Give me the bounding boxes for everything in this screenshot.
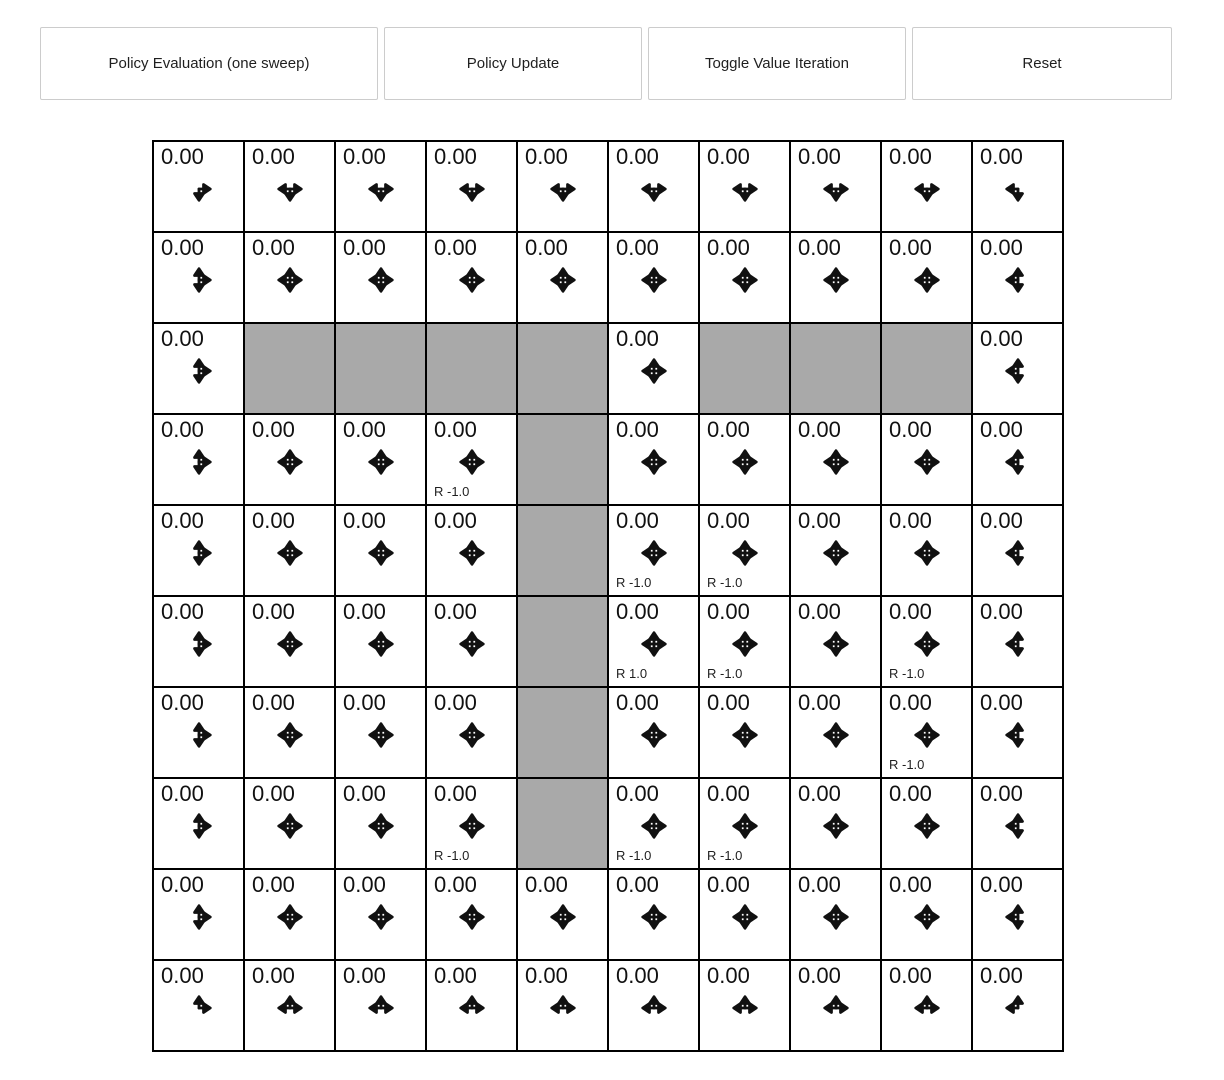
policy-arrows-icon [732, 631, 758, 657]
grid-cell [972, 687, 1063, 778]
policy-arrows-icon [1005, 722, 1031, 748]
grid-cell [972, 141, 1063, 232]
grid-cell [881, 778, 972, 869]
policy-arrows-icon [641, 813, 667, 839]
policy-evaluation-button[interactable]: Policy Evaluation (one sweep) [40, 27, 378, 100]
grid-cell [608, 960, 699, 1051]
policy-arrows-icon [823, 176, 849, 202]
policy-arrows-icon [277, 813, 303, 839]
state-value: 0.00 [980, 690, 1023, 715]
grid-cell [881, 414, 972, 505]
policy-arrows-icon [732, 449, 758, 475]
grid-cell [244, 960, 335, 1051]
policy-arrows-icon [459, 449, 485, 475]
policy-arrows-icon [732, 540, 758, 566]
wall-cell [244, 323, 335, 414]
grid-cell [426, 687, 517, 778]
state-value: 0.00 [252, 417, 295, 442]
grid-cell [881, 960, 972, 1051]
state-value: 0.00 [434, 144, 477, 169]
grid-cell [608, 232, 699, 323]
state-value: 0.00 [616, 963, 659, 988]
grid-cell [790, 505, 881, 596]
grid-cell [153, 141, 244, 232]
policy-arrows-icon [277, 904, 303, 930]
grid-cell [608, 414, 699, 505]
state-value: 0.00 [798, 872, 841, 897]
policy-arrows-icon [277, 267, 303, 293]
grid-cell [335, 414, 426, 505]
policy-arrows-icon [914, 267, 940, 293]
state-value: 0.00 [889, 144, 932, 169]
grid-cell [426, 232, 517, 323]
policy-arrows-icon [1005, 540, 1031, 566]
state-value: 0.00 [798, 690, 841, 715]
policy-arrows-icon [277, 631, 303, 657]
grid-cell [426, 141, 517, 232]
policy-arrows-icon [914, 904, 940, 930]
policy-arrows-icon [277, 176, 303, 202]
state-value: 0.00 [889, 417, 932, 442]
policy-arrows-icon [1005, 904, 1031, 930]
grid-cell [517, 869, 608, 960]
policy-arrows-icon [277, 540, 303, 566]
state-value: 0.00 [798, 599, 841, 624]
policy-arrows-icon [641, 904, 667, 930]
gridworld [152, 140, 1064, 1052]
policy-arrows-icon [186, 540, 212, 566]
state-value: 0.00 [798, 144, 841, 169]
policy-update-button[interactable]: Policy Update [384, 27, 642, 100]
policy-arrows-icon [914, 631, 940, 657]
state-value: 0.00 [707, 235, 750, 260]
policy-arrows-icon [1005, 358, 1031, 384]
policy-arrows-icon [368, 449, 394, 475]
state-value: 0.00 [889, 690, 932, 715]
grid-cell [244, 687, 335, 778]
grid-cell [608, 869, 699, 960]
grid-cell [335, 687, 426, 778]
grid-cell [244, 141, 335, 232]
policy-arrows-icon [277, 995, 303, 1021]
policy-arrows-icon [1005, 449, 1031, 475]
state-value: 0.00 [161, 963, 204, 988]
toolbar [40, 27, 1172, 100]
policy-arrows-icon [459, 631, 485, 657]
state-value: 0.00 [161, 235, 204, 260]
grid-cell [608, 778, 699, 869]
grid-cell [608, 141, 699, 232]
state-value: 0.00 [616, 599, 659, 624]
grid-cell [153, 323, 244, 414]
policy-arrows-icon [732, 995, 758, 1021]
state-value: 0.00 [707, 144, 750, 169]
state-value: 0.00 [798, 235, 841, 260]
policy-arrows-icon [732, 176, 758, 202]
grid-cell [881, 232, 972, 323]
policy-arrows-icon [914, 813, 940, 839]
policy-arrows-icon [732, 813, 758, 839]
grid-cell [153, 869, 244, 960]
state-value: 0.00 [343, 144, 386, 169]
wall-cell [517, 323, 608, 414]
state-value: 0.00 [434, 781, 477, 806]
grid-cell [153, 232, 244, 323]
wall-cell [517, 596, 608, 687]
toggle-value-iteration-button[interactable]: Toggle Value Iteration [648, 27, 906, 100]
state-value: 0.00 [252, 690, 295, 715]
policy-arrows-icon [823, 722, 849, 748]
state-value: 0.00 [252, 144, 295, 169]
grid-cell [517, 960, 608, 1051]
policy-arrows-icon [914, 722, 940, 748]
reward-label: R -1.0 [707, 848, 743, 863]
policy-arrows-icon [641, 995, 667, 1021]
policy-arrows-icon [1005, 631, 1031, 657]
grid-cell [790, 141, 881, 232]
grid-cell [335, 778, 426, 869]
state-value: 0.00 [343, 235, 386, 260]
state-value: 0.00 [980, 508, 1023, 533]
policy-arrows-icon [550, 995, 576, 1021]
policy-arrows-icon [550, 904, 576, 930]
reward-label: R -1.0 [707, 666, 743, 681]
policy-arrows-icon [186, 995, 212, 1021]
policy-arrows-icon [641, 631, 667, 657]
grid-cell [153, 778, 244, 869]
policy-arrows-icon [368, 176, 394, 202]
policy-arrows-icon [368, 904, 394, 930]
grid-cell [244, 505, 335, 596]
state-value: 0.00 [980, 872, 1023, 897]
grid-cell [972, 414, 1063, 505]
reward-label: R -1.0 [616, 848, 652, 863]
state-value: 0.00 [616, 326, 659, 351]
grid-cell [972, 505, 1063, 596]
grid-cell [790, 869, 881, 960]
grid-cell [881, 687, 972, 778]
policy-arrows-icon [459, 722, 485, 748]
policy-arrows-icon [732, 722, 758, 748]
reward-label: R -1.0 [889, 666, 925, 681]
reset-button[interactable]: Reset [912, 27, 1172, 100]
grid-cell [972, 778, 1063, 869]
state-value: 0.00 [616, 144, 659, 169]
policy-arrows-icon [550, 267, 576, 293]
reward-label: R -1.0 [889, 757, 925, 772]
policy-arrows-icon [459, 813, 485, 839]
policy-arrows-icon [186, 449, 212, 475]
state-value: 0.00 [343, 690, 386, 715]
state-value: 0.00 [980, 417, 1023, 442]
wall-cell [426, 323, 517, 414]
policy-arrows-icon [914, 449, 940, 475]
state-value: 0.00 [980, 781, 1023, 806]
state-value: 0.00 [798, 963, 841, 988]
grid-cell [699, 141, 790, 232]
state-value: 0.00 [980, 326, 1023, 351]
state-value: 0.00 [980, 235, 1023, 260]
state-value: 0.00 [161, 508, 204, 533]
grid-cell [699, 960, 790, 1051]
policy-arrows-icon [641, 176, 667, 202]
policy-arrows-icon [368, 631, 394, 657]
policy-arrows-icon [368, 813, 394, 839]
policy-arrows-icon [186, 722, 212, 748]
grid-cell [426, 505, 517, 596]
state-value: 0.00 [889, 872, 932, 897]
policy-arrows-icon [368, 540, 394, 566]
state-value: 0.00 [707, 417, 750, 442]
grid-cell [517, 141, 608, 232]
grid-cell [153, 960, 244, 1051]
grid-cell [608, 687, 699, 778]
grid-cell [426, 414, 517, 505]
wall-cell [517, 687, 608, 778]
grid-cell [244, 596, 335, 687]
policy-arrows-icon [459, 904, 485, 930]
state-value: 0.00 [525, 872, 568, 897]
state-value: 0.00 [707, 599, 750, 624]
grid-cell [335, 960, 426, 1051]
grid-cell [972, 869, 1063, 960]
grid-cell [608, 596, 699, 687]
policy-arrows-icon [459, 540, 485, 566]
grid-cell [244, 869, 335, 960]
state-value: 0.00 [980, 599, 1023, 624]
state-value: 0.00 [798, 417, 841, 442]
policy-arrows-icon [186, 813, 212, 839]
policy-arrows-icon [914, 176, 940, 202]
policy-arrows-icon [914, 540, 940, 566]
state-value: 0.00 [161, 781, 204, 806]
state-value: 0.00 [980, 963, 1023, 988]
grid-cell [426, 596, 517, 687]
policy-arrows-icon [823, 813, 849, 839]
state-value: 0.00 [616, 690, 659, 715]
policy-arrows-icon [1005, 267, 1031, 293]
policy-arrows-icon [1005, 813, 1031, 839]
grid-cell [244, 232, 335, 323]
state-value: 0.00 [343, 508, 386, 533]
grid-cell [881, 505, 972, 596]
state-value: 0.00 [161, 326, 204, 351]
state-value: 0.00 [434, 599, 477, 624]
grid-cell [790, 596, 881, 687]
grid-cell [153, 596, 244, 687]
policy-arrows-icon [1005, 995, 1031, 1021]
grid-cell [244, 778, 335, 869]
policy-arrows-icon [459, 267, 485, 293]
policy-arrows-icon [277, 722, 303, 748]
wall-cell [881, 323, 972, 414]
grid-cell [972, 960, 1063, 1051]
policy-arrows-icon [186, 176, 212, 202]
state-value: 0.00 [707, 781, 750, 806]
state-value: 0.00 [434, 508, 477, 533]
grid-cell [699, 414, 790, 505]
state-value: 0.00 [525, 235, 568, 260]
grid-cell [881, 596, 972, 687]
grid-cell [699, 778, 790, 869]
reward-label: R 1.0 [616, 666, 648, 681]
state-value: 0.00 [434, 417, 477, 442]
policy-arrows-icon [823, 995, 849, 1021]
grid-cell [972, 232, 1063, 323]
policy-arrows-icon [641, 358, 667, 384]
state-value: 0.00 [798, 781, 841, 806]
grid-cell [790, 232, 881, 323]
policy-arrows-icon [368, 267, 394, 293]
reward-label: R -1.0 [434, 848, 470, 863]
grid-cell [153, 414, 244, 505]
state-value: 0.00 [161, 872, 204, 897]
policy-arrows-icon [914, 995, 940, 1021]
policy-arrows-icon [459, 176, 485, 202]
state-value: 0.00 [798, 508, 841, 533]
reward-label: R -1.0 [707, 575, 743, 590]
grid-cell [335, 232, 426, 323]
grid-cell [699, 232, 790, 323]
grid-cell [699, 596, 790, 687]
policy-arrows-icon [732, 267, 758, 293]
policy-arrows-icon [186, 267, 212, 293]
wall-cell [335, 323, 426, 414]
state-value: 0.00 [161, 417, 204, 442]
policy-arrows-icon [823, 540, 849, 566]
policy-arrows-icon [186, 631, 212, 657]
state-value: 0.00 [616, 508, 659, 533]
grid-cell [517, 232, 608, 323]
policy-arrows-icon [186, 358, 212, 384]
grid-cell [881, 869, 972, 960]
grid-cell [972, 596, 1063, 687]
policy-arrows-icon [368, 995, 394, 1021]
state-value: 0.00 [343, 781, 386, 806]
state-value: 0.00 [707, 963, 750, 988]
grid-cell [790, 414, 881, 505]
state-value: 0.00 [889, 963, 932, 988]
state-value: 0.00 [252, 963, 295, 988]
state-value: 0.00 [616, 872, 659, 897]
grid-cell [608, 323, 699, 414]
grid-cell [335, 505, 426, 596]
grid-cell [608, 505, 699, 596]
grid-cell [790, 960, 881, 1051]
state-value: 0.00 [343, 599, 386, 624]
state-value: 0.00 [434, 690, 477, 715]
state-value: 0.00 [707, 508, 750, 533]
grid-cell [153, 687, 244, 778]
grid-cell [426, 869, 517, 960]
policy-arrows-icon [641, 540, 667, 566]
policy-arrows-icon [550, 176, 576, 202]
state-value: 0.00 [889, 508, 932, 533]
state-value: 0.00 [616, 235, 659, 260]
state-value: 0.00 [252, 508, 295, 533]
grid-cell [335, 596, 426, 687]
grid-cell [699, 687, 790, 778]
policy-arrows-icon [277, 449, 303, 475]
state-value: 0.00 [889, 599, 932, 624]
grid-cell [699, 505, 790, 596]
policy-arrows-icon [641, 449, 667, 475]
state-value: 0.00 [889, 235, 932, 260]
state-value: 0.00 [343, 872, 386, 897]
state-value: 0.00 [980, 144, 1023, 169]
state-value: 0.00 [161, 690, 204, 715]
state-value: 0.00 [343, 963, 386, 988]
grid-cell [153, 505, 244, 596]
wall-cell [790, 323, 881, 414]
policy-arrows-icon [641, 722, 667, 748]
grid-cell [790, 778, 881, 869]
grid-cell [881, 141, 972, 232]
state-value: 0.00 [707, 872, 750, 897]
reward-label: R -1.0 [434, 484, 470, 499]
policy-arrows-icon [641, 267, 667, 293]
grid-cell [790, 687, 881, 778]
state-value: 0.00 [161, 599, 204, 624]
wall-cell [699, 323, 790, 414]
state-value: 0.00 [252, 872, 295, 897]
state-value: 0.00 [161, 144, 204, 169]
policy-arrows-icon [186, 904, 212, 930]
policy-arrows-icon [823, 904, 849, 930]
state-value: 0.00 [252, 781, 295, 806]
policy-arrows-icon [459, 995, 485, 1021]
state-value: 0.00 [525, 144, 568, 169]
state-value: 0.00 [252, 235, 295, 260]
grid-cell [335, 869, 426, 960]
grid-cell [244, 414, 335, 505]
wall-cell [517, 414, 608, 505]
state-value: 0.00 [889, 781, 932, 806]
state-value: 0.00 [616, 781, 659, 806]
wall-cell [517, 505, 608, 596]
state-value: 0.00 [434, 872, 477, 897]
grid-cell [426, 960, 517, 1051]
policy-arrows-icon [368, 722, 394, 748]
state-value: 0.00 [343, 417, 386, 442]
wall-cell [517, 778, 608, 869]
state-value: 0.00 [434, 963, 477, 988]
policy-arrows-icon [823, 267, 849, 293]
state-value: 0.00 [707, 690, 750, 715]
state-value: 0.00 [525, 963, 568, 988]
state-value: 0.00 [434, 235, 477, 260]
grid-cell [972, 323, 1063, 414]
policy-arrows-icon [823, 631, 849, 657]
policy-arrows-icon [1005, 176, 1031, 202]
state-value: 0.00 [252, 599, 295, 624]
reward-label: R -1.0 [616, 575, 652, 590]
grid-cell [335, 141, 426, 232]
policy-arrows-icon [823, 449, 849, 475]
state-value: 0.00 [616, 417, 659, 442]
policy-arrows-icon [732, 904, 758, 930]
grid-cell [699, 869, 790, 960]
grid-cell [426, 778, 517, 869]
